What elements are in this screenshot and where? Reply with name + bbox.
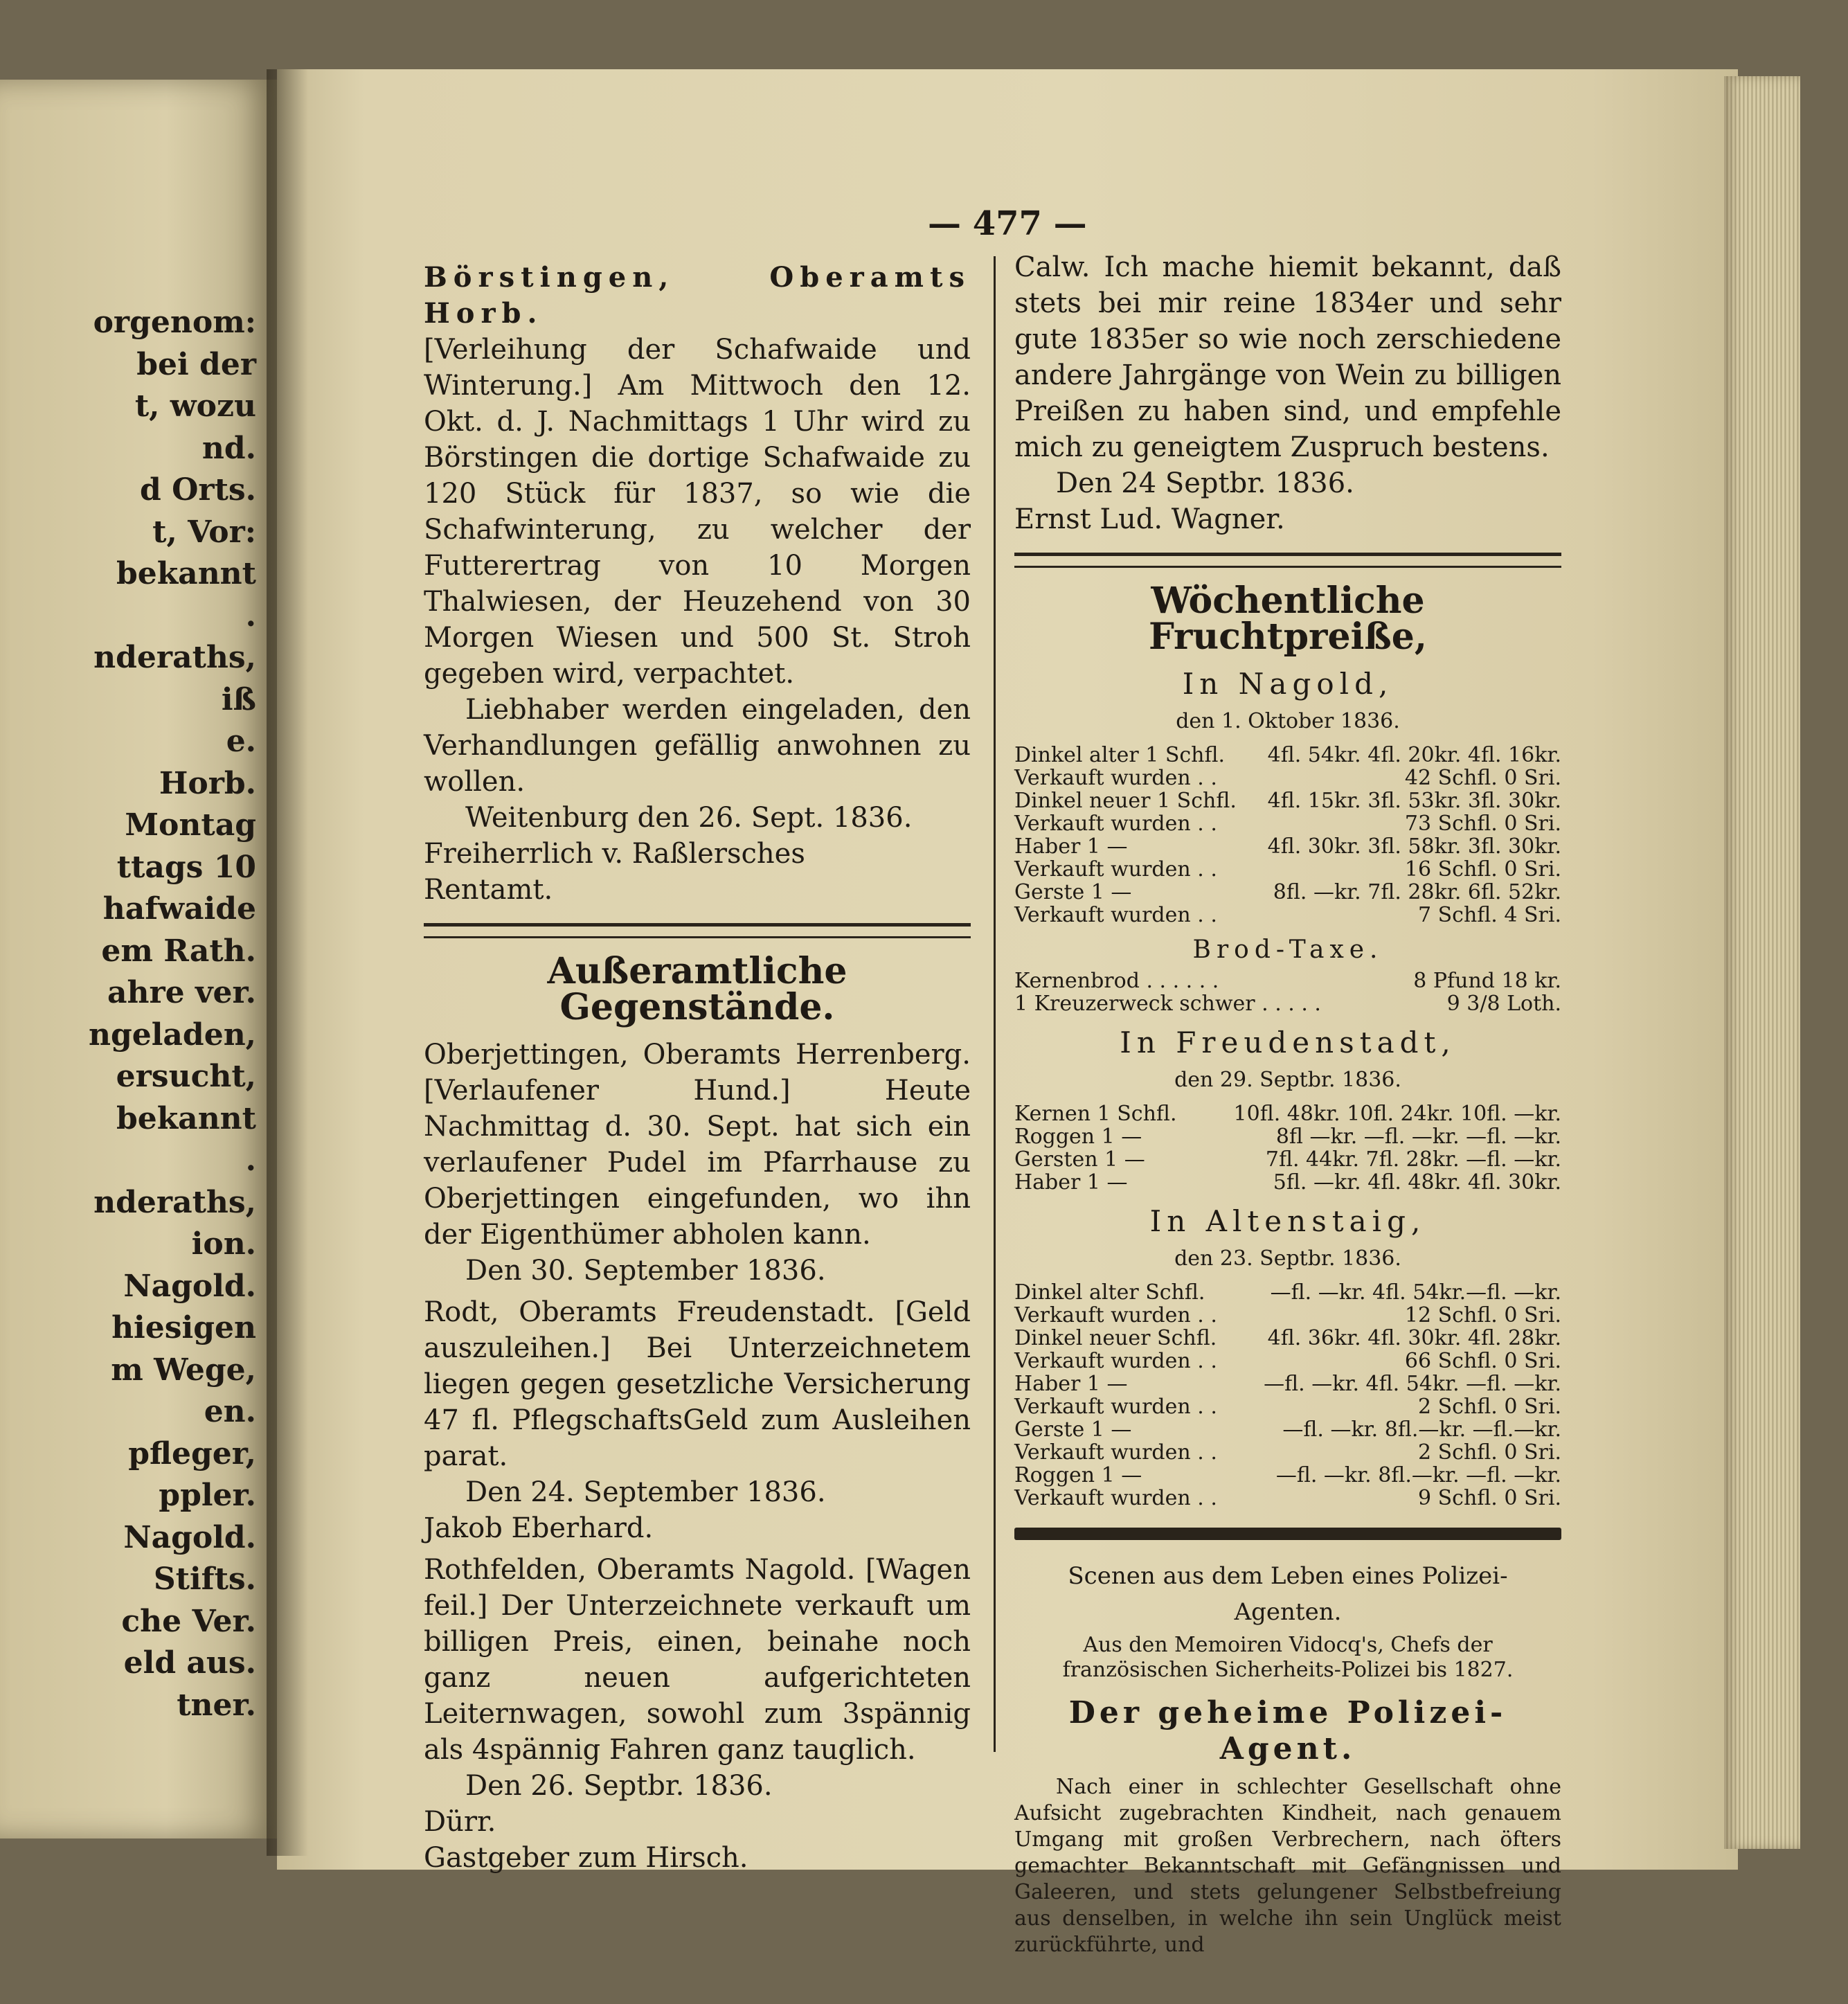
- price-label: Kernen 1 Schfl.: [1014, 1102, 1177, 1126]
- page-edges: [1724, 76, 1800, 1849]
- price-row: [1014, 1102, 1561, 1125]
- price-row: [1014, 1148, 1561, 1171]
- boerstingen-date: Weitenburg den 26. Sept. 1836.: [465, 802, 913, 834]
- boerstingen-heading: Börstingen, Oberamts Horb.: [424, 261, 971, 330]
- left-fragment-line: nd.: [201, 430, 256, 466]
- price-label: Verkauft wurden . .: [1014, 1440, 1217, 1465]
- left-fragment-line: d Orts.: [139, 472, 256, 508]
- rothfelden-sign2: Gastgeber zum Hirsch.: [424, 1842, 748, 1874]
- price-value: 8fl —kr. —fl. —kr. —fl. —kr.: [1275, 1125, 1561, 1149]
- left-fragment-line: hafwaide: [102, 891, 256, 927]
- left-fragment-line: ttags 10: [116, 849, 256, 885]
- price-value: 7 Schfl. 4 Sri.: [1417, 903, 1561, 927]
- price-label: 1 Kreuzerweck schwer . . . . .: [1014, 992, 1321, 1016]
- left-fragment-line: en.: [204, 1394, 256, 1429]
- price-value: 2 Schfl. 0 Sri.: [1417, 1440, 1561, 1465]
- price-label: Verkauft wurden . .: [1014, 1486, 1217, 1510]
- price-value: 4fl. 30kr. 3fl. 58kr. 3fl. 30kr.: [1267, 834, 1561, 859]
- price-label: Verkauft wurden . .: [1014, 1349, 1217, 1373]
- calw-sign: Ernst Lud. Wagner.: [1014, 503, 1285, 535]
- price-value: 10fl. 48kr. 10fl. 24kr. 10fl. —kr.: [1233, 1102, 1561, 1126]
- left-fragment-line: t, wozu: [134, 388, 256, 424]
- price-row: [1014, 1487, 1561, 1510]
- nagold-date: den 1. Oktober 1836.: [1176, 709, 1400, 733]
- price-row: [1014, 881, 1561, 904]
- price-label: Roggen 1 —: [1014, 1463, 1142, 1487]
- price-value: 8fl. —kr. 7fl. 28kr. 6fl. 52kr.: [1273, 880, 1561, 904]
- boerstingen-sign1: Freiherrlich v. Raßlersches: [424, 838, 805, 870]
- oberjettingen-text: Oberjettingen, Oberamts Herrenberg. [Verlaufener Hund.] Heute Nachmittag d. 30. Sept. hat sich ein verlaufener Pudel im Pfarrhause zu Oberjettingen eingefunden, wo ihn der Eigenthümer abholen kann.: [424, 1039, 971, 1251]
- novel-heading: Der geheime Polizei-Agent.: [1068, 1695, 1507, 1766]
- brod-heading: Brod-Taxe.: [1192, 936, 1383, 964]
- price-value: 16 Schfl. 0 Sri.: [1404, 857, 1561, 882]
- price-value: 9 Schfl. 0 Sri.: [1417, 1486, 1561, 1510]
- price-row: [1014, 1350, 1561, 1372]
- price-label: Haber 1 —: [1014, 1170, 1128, 1195]
- left-fragment-line: bei der: [136, 346, 256, 382]
- novel-subtitle: Aus den Memoiren Vidocq's, Chefs der französischen Sicherheits-Polizei bis 1827.: [1062, 1633, 1514, 1682]
- left-fragment-line: iß: [221, 681, 256, 717]
- price-label: Dinkel alter Schfl.: [1014, 1280, 1205, 1305]
- boerstingen-sign2: Rentamt.: [424, 874, 553, 906]
- price-row: [1014, 992, 1561, 1015]
- novel-title: Scenen aus dem Leben eines Polizei-Agenten.: [1068, 1562, 1508, 1626]
- rothfelden-sign1: Dürr.: [424, 1806, 496, 1838]
- price-label: Dinkel neuer Schfl.: [1014, 1326, 1217, 1350]
- freudenstadt-heading: In Freudenstadt,: [1120, 1026, 1456, 1059]
- price-row: [1014, 1418, 1561, 1441]
- price-row: [1014, 858, 1561, 881]
- price-label: Verkauft wurden . .: [1014, 1395, 1217, 1419]
- price-row: [1014, 904, 1561, 927]
- left-fragment-line: Stifts.: [153, 1562, 256, 1597]
- left-fragment-line: .: [245, 1143, 256, 1178]
- right-column: [1014, 249, 1561, 1958]
- left-fragment-line: bekannt: [116, 556, 256, 591]
- altenstaig-date: den 23. Septbr. 1836.: [1174, 1246, 1401, 1271]
- left-page-fragments: [0, 0, 270, 2004]
- price-label: Verkauft wurden . .: [1014, 812, 1217, 836]
- price-value: —fl. —kr. 4fl. 54kr.—fl. —kr.: [1270, 1280, 1561, 1305]
- left-fragment-line: ion.: [191, 1226, 256, 1262]
- left-fragment-line: .: [245, 598, 256, 634]
- section-title: Außeramtliche Gegenstände.: [547, 950, 847, 1028]
- price-value: —fl. —kr. 8fl.—kr. —fl.—kr.: [1282, 1417, 1561, 1442]
- price-row: [1014, 812, 1561, 835]
- left-fragment-line: hiesigen: [111, 1310, 256, 1345]
- price-row: [1014, 1441, 1561, 1464]
- price-label: Kernenbrod . . . . . .: [1014, 969, 1219, 993]
- rothfelden-date: Den 26. Septbr. 1836.: [465, 1770, 773, 1802]
- left-fragment-line: eld aus.: [123, 1645, 256, 1681]
- price-value: 42 Schfl. 0 Sri.: [1404, 766, 1561, 790]
- price-value: 7fl. 44kr. 7fl. 28kr. —fl. —kr.: [1265, 1147, 1561, 1172]
- gutter-shadow: [267, 69, 308, 1856]
- price-value: —fl. —kr. 8fl.—kr. —fl. —kr.: [1275, 1463, 1561, 1487]
- price-value: 2 Schfl. 0 Sri.: [1417, 1395, 1561, 1419]
- price-label: Verkauft wurden . .: [1014, 1303, 1217, 1327]
- price-row: [1014, 1171, 1561, 1194]
- price-row: [1014, 744, 1561, 767]
- novel-rule: [1014, 1528, 1561, 1540]
- prices-title: Wöchentliche Fruchtpreiße,: [1149, 580, 1427, 658]
- left-fragment-line: pfleger,: [128, 1435, 256, 1471]
- left-fragment-line: Nagold.: [123, 1268, 256, 1304]
- price-label: Roggen 1 —: [1014, 1125, 1142, 1149]
- left-column: [424, 260, 971, 1876]
- left-fragment-line: ppler.: [159, 1478, 256, 1513]
- left-fragment-line: bekannt: [116, 1100, 256, 1136]
- price-label: Dinkel alter 1 Schfl.: [1014, 743, 1226, 767]
- price-label: Verkauft wurden . .: [1014, 766, 1217, 790]
- left-fragment-line: nderaths,: [93, 640, 256, 675]
- left-fragment-line: ersucht,: [116, 1059, 256, 1094]
- price-row: [1014, 789, 1561, 812]
- price-value: 73 Schfl. 0 Sri.: [1404, 812, 1561, 836]
- boerstingen-text: [Verleihung der Schafwaide und Winterung.] Am Mittwoch den 12. Okt. d. J. Nachmittags 1 Uhr wird zu Börstingen die dortige Schafwaide zu 120 Stück für 1837, so wie die Schafwinterung, zu welcher der Futterertrag von 10 Morgen Thalwiesen, der Heuzehend von 30 Morgen Wiesen und 500 St. Stroh gegeben wird, verpachtet.: [424, 334, 971, 690]
- brod-table: [1014, 969, 1561, 1015]
- price-row: [1014, 1395, 1561, 1418]
- price-value: 4fl. 36kr. 4fl. 30kr. 4fl. 28kr.: [1267, 1326, 1561, 1350]
- novel-text: Nach einer in schlechter Gesellschaft ohne Aufsicht zugebrachten Kindheit, nach genauem Umgang mit großen Verbrechern, nach öfters gemachter Bekanntschaft mit Gefängnissen und Galeeren, und stets gelungener Selbstbefreiung aus denselben, in welche ihn sein Unglück meist zurückführte, und: [1014, 1775, 1561, 1957]
- left-fragment-line: tner.: [177, 1687, 256, 1723]
- left-fragment-line: ahre ver.: [107, 975, 256, 1010]
- prices-rule: [1014, 553, 1561, 568]
- price-label: Gerste 1 —: [1014, 1417, 1132, 1442]
- nagold-prices-table: [1014, 744, 1561, 927]
- nagold-heading: In Nagold,: [1182, 667, 1394, 701]
- left-fragment-line: m Wege,: [111, 1352, 256, 1388]
- left-fragment-line: Nagold.: [123, 1519, 256, 1555]
- left-fragment-line: em Rath.: [101, 933, 256, 969]
- price-label: Haber 1 —: [1014, 1372, 1128, 1396]
- left-fragment-line: Montag: [125, 807, 256, 843]
- freudenstadt-prices-table: [1014, 1102, 1561, 1194]
- oberjettingen-date: Den 30. September 1836.: [465, 1255, 826, 1287]
- price-label: Verkauft wurden . .: [1014, 857, 1217, 882]
- left-fragment-line: che Ver.: [121, 1603, 256, 1639]
- price-row: [1014, 767, 1561, 789]
- price-label: Haber 1 —: [1014, 834, 1128, 859]
- price-label: Verkauft wurden . .: [1014, 903, 1217, 927]
- altenstaig-prices-table: [1014, 1281, 1561, 1510]
- left-fragment-line: t, Vor:: [152, 514, 256, 550]
- price-row: [1014, 1372, 1561, 1395]
- left-fragment-line: nderaths,: [93, 1184, 256, 1220]
- rodt-date: Den 24. September 1836.: [465, 1476, 826, 1508]
- left-fragment-line: ngeladen,: [88, 1017, 256, 1053]
- price-row: [1014, 1304, 1561, 1327]
- price-value: 12 Schfl. 0 Sri.: [1404, 1303, 1561, 1327]
- rodt-text: Rodt, Oberamts Freudenstadt. [Geld auszuleihen.] Bei Unterzeichnetem liegen gegen gesetzliche Versicherung 47 fl. PflegschaftsGeld zum Ausleihen parat.: [424, 1296, 971, 1472]
- price-row: [1014, 1125, 1561, 1148]
- price-value: 9 3/8 Loth.: [1446, 992, 1561, 1016]
- price-row: [1014, 1464, 1561, 1487]
- rodt-sign: Jakob Eberhard.: [424, 1512, 654, 1544]
- price-value: 66 Schfl. 0 Sri.: [1404, 1349, 1561, 1373]
- price-value: 4fl. 54kr. 4fl. 20kr. 4fl. 16kr.: [1267, 743, 1561, 767]
- price-value: 4fl. 15kr. 3fl. 53kr. 3fl. 30kr.: [1267, 789, 1561, 813]
- column-divider: [994, 256, 996, 1752]
- calw-date: Den 24 Septbr. 1836.: [1056, 467, 1354, 499]
- section-rule: [424, 923, 971, 938]
- price-value: 8 Pfund 18 kr.: [1413, 969, 1561, 993]
- price-row: [1014, 1281, 1561, 1304]
- price-row: [1014, 835, 1561, 858]
- price-label: Gerste 1 —: [1014, 880, 1132, 904]
- boerstingen-text2: Liebhaber werden eingeladen, den Verhandlungen gefällig anwohnen zu wollen.: [424, 694, 971, 798]
- price-label: Gersten 1 —: [1014, 1147, 1145, 1172]
- rothfelden-text: Rothfelden, Oberamts Nagold. [Wagen feil.] Der Unterzeichnete verkauft um billigen Preis, einen, beinahe noch ganz neuen aufgerichteten Leiternwagen, sowohl zum 3spännig als 4spännig Fahren ganz tauglich.: [424, 1554, 971, 1766]
- left-fragment-line: e.: [226, 724, 256, 759]
- altenstaig-heading: In Altenstaig,: [1149, 1204, 1426, 1238]
- page-number: — 477 —: [928, 204, 1087, 243]
- price-value: 5fl. —kr. 4fl. 48kr. 4fl. 30kr.: [1273, 1170, 1561, 1195]
- price-row: [1014, 969, 1561, 992]
- calw-text: Calw. Ich mache hiemit bekannt, daß stets bei mir reine 1834er und sehr gute 1835er so wie noch zerschiedene andere Jahrgänge von Wein zu billigen Preißen zu haben sind, und empfehle mich zu geneigtem Zuspruch bestens.: [1014, 251, 1561, 463]
- price-row: [1014, 1327, 1561, 1350]
- freudenstadt-date: den 29. Septbr. 1836.: [1174, 1068, 1401, 1092]
- price-value: —fl. —kr. 4fl. 54kr. —fl. —kr.: [1264, 1372, 1561, 1396]
- left-fragment-line: Horb.: [159, 765, 256, 801]
- price-label: Dinkel neuer 1 Schfl.: [1014, 789, 1237, 813]
- left-fragment-line: orgenom:: [93, 305, 256, 340]
